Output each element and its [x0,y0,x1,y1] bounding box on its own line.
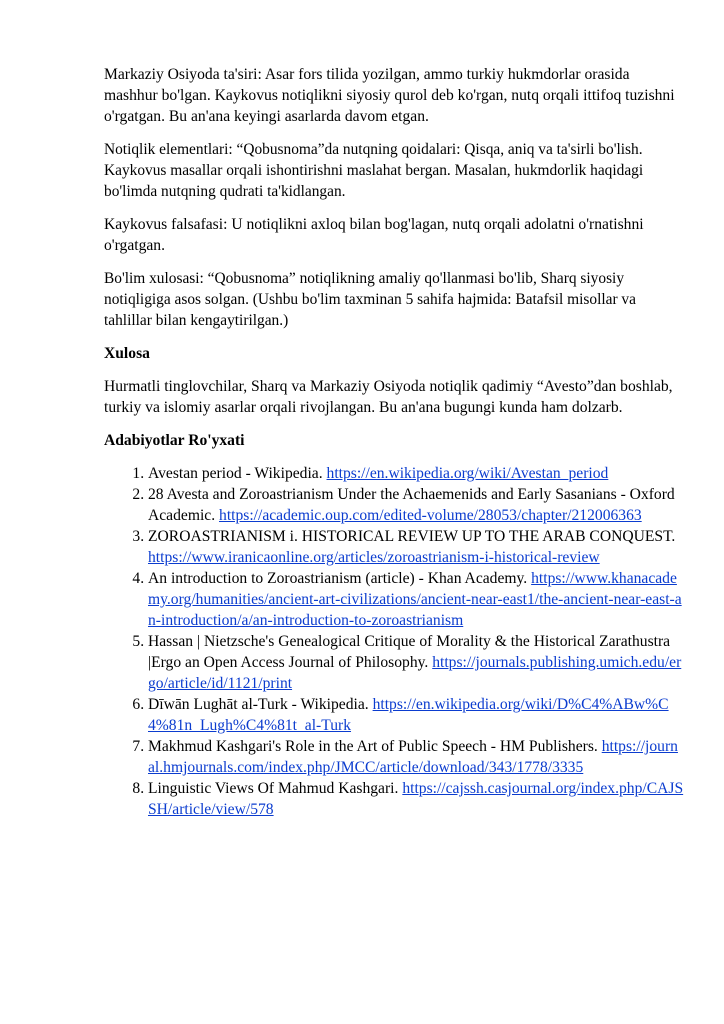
reference-item [148,631,684,694]
document-page [104,64,684,820]
reference-item [148,736,684,778]
reference-item [148,694,684,736]
conclusion-heading: Xulosa [104,345,150,362]
reference-link[interactable]: https://www.iranicaonline.org/articles/zoroastrianism-i-historical-review [148,549,600,566]
reference-item [148,463,684,484]
reference-label: Hassan | Nietzsche's Genealogical Critique of Morality & the Historical Zarathustra |Ergo an Open Access Journal of Philosophy. [148,633,671,671]
reference-label: An introduction to Zoroastrianism (article) - Khan Academy. [148,570,528,587]
reference-label: Avestan period - Wikipedia. [148,465,323,482]
reference-link[interactable]: https://journals.publishing.umich.edu/ergo/article/id/1121/print [148,654,682,692]
reference-label: 28 Avesta and Zoroastrianism Under the Achaemenids and Early Sasanians - Oxford Academic. [148,486,675,524]
reference-link[interactable]: https://cajssh.casjournal.org/index.php/CAJSSH/article/view/578 [148,780,684,818]
references-list [104,463,684,820]
reference-item [148,568,684,631]
reference-link[interactable]: https://en.wikipedia.org/wiki/Avestan_period [326,465,609,482]
reference-label: Makhmud Kashgari's Role in the Art of Public Speech - HM Publishers. [148,738,598,755]
paragraph-central-asia-influence: Markaziy Osiyoda ta'siri: Asar fors tilida yozilgan, ammo turkiy hukmdorlar orasida mashhur bo'lgan. Kaykovus notiqlikni siyosiy qurol deb ko'rgan, nutq orqali ittifoq tuzishni o'rgatgan. Bu an'ana keyingi asarlarda davom etgan. [104,66,675,125]
reference-link[interactable]: https://www.khanacademy.org/humanities/ancient-art-civilizations/ancient-near-east1/the-ancient-near-east-an-introduction/a/an-introduction-to-zoroastrianism [148,570,682,629]
reference-link[interactable]: https://en.wikipedia.org/wiki/D%C4%ABw%C4%81n_Lugh%C4%81t_al-Turk [148,696,669,734]
paragraph-kaykovus-philosophy: Kaykovus falsafasi: U notiqlikni axloq bilan bog'lagan, nutq orqali adolatni o'rnatishni o'rgatgan. [104,216,644,254]
reference-item [148,484,684,526]
paragraph-oratory-elements: Notiqlik elementlari: “Qobusnoma”da nutqning qoidalari: Qisqa, aniq va ta'sirli bo'lish. Kaykovus masallar orqali ishontirishni maslahat bergan. Masalan, hukmdorlik haqidagi bo'limda nutqning qudrati ta'kidlangan. [104,141,644,200]
reference-item [148,526,684,568]
reference-label: ZOROASTRIANISM i. HISTORICAL REVIEW UP TO THE ARAB CONQUEST. [148,528,676,545]
reference-label: Linguistic Views Of Mahmud Kashgari. [148,780,399,797]
conclusion-text: Hurmatli tinglovchilar, Sharq va Markaziy Osiyoda notiqlik qadimiy “Avesto”dan boshlab, turkiy va islomiy asarlar orqali rivojlangan. Bu an'ana bugungi kunda ham dolzarb. [104,378,673,416]
references-heading: Adabiyotlar Ro'yxati [104,432,245,449]
reference-label: Dīwān Lughāt al-Turk - Wikipedia. [148,696,369,713]
paragraph-section-summary: Bo'lim xulosasi: “Qobusnoma” notiqlikning amaliy qo'llanmasi bo'lib, Sharq siyosiy notiqligiga asos solgan. (Ushbu bo'lim taxminan 5 sahifa hajmida: Batafsil misollar va tahlillar bilan kengaytirilgan.) [104,270,636,329]
reference-link[interactable]: https://journal.hmjournals.com/index.php/JMCC/article/download/343/1778/3335 [148,738,678,776]
reference-link[interactable]: https://academic.oup.com/edited-volume/28053/chapter/212006363 [219,507,642,524]
reference-item [148,778,684,820]
